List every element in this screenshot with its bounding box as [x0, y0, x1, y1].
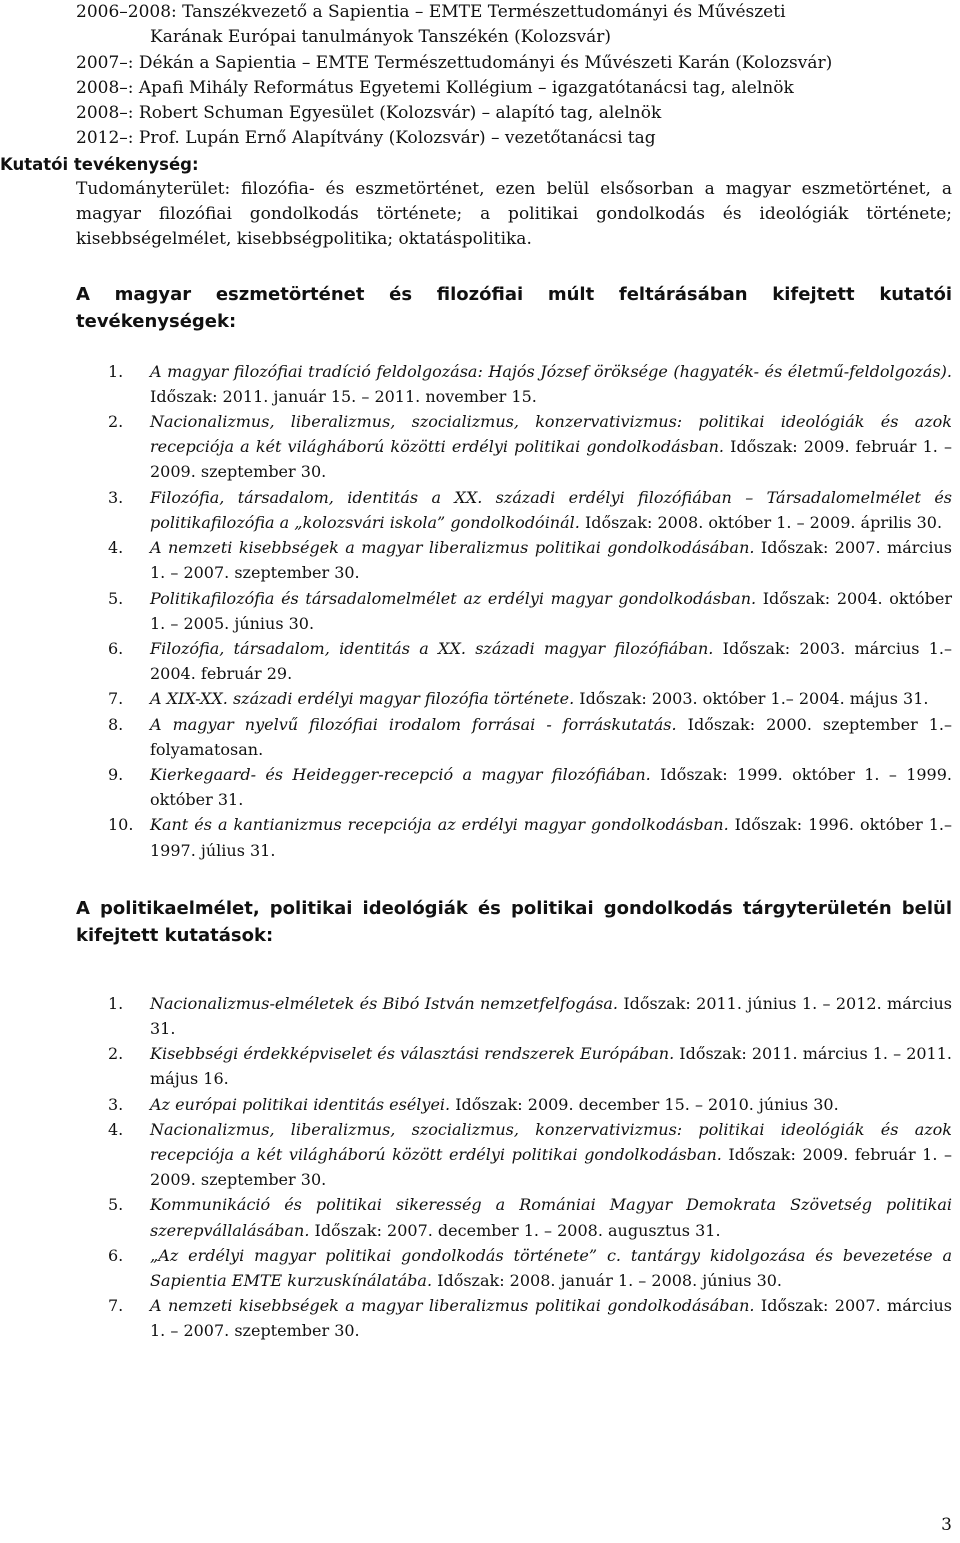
- history-block: [0, 0, 960, 152]
- item-title: A XIX-XX. századi erdélyi magyar filozófia története.: [150, 689, 575, 709]
- history-line: 2008–: Robert Schuman Egyesület (Kolozsvár) – alapító tag, alelnök: [76, 103, 662, 124]
- item-number: 10.: [108, 815, 134, 835]
- item-title: Kommunikáció és politikai sikeresség a Romániai Magyar Demokrata Szövetség politikai szerepvállalásában.: [150, 1195, 952, 1240]
- item-period: Időszak: 2011. március 1. – 2011. május 16.: [150, 1044, 953, 1089]
- item-number: 1.: [108, 361, 124, 381]
- item-period: Időszak: 2011. január 15. – 2011. november 15.: [150, 386, 537, 406]
- item-number: 1.: [108, 993, 124, 1013]
- item-period: Időszak: 2003. október 1.– 2004. május 31.: [574, 689, 929, 709]
- item-period: Időszak: 2011. június 1. – 2012. március 31.: [150, 993, 953, 1038]
- item-number: 2.: [108, 1044, 124, 1064]
- item-title: Az európai politikai identitás esélyei.: [150, 1094, 451, 1114]
- history-line: 2006–2008: Tanszékvezető a Sapientia – EMTE Természettudományi és Művészeti: [76, 2, 786, 22]
- item-number: 3.: [108, 487, 124, 507]
- list-item: [0, 1092, 960, 1117]
- item-period: Időszak: 1999. október 1. – 1999. október 31.: [150, 764, 953, 810]
- history-line: 2008–: Apafi Mihály Református Egyetemi Kollégium – igazgatótanácsi tag, alelnök: [76, 77, 794, 98]
- list-item: [0, 1192, 960, 1242]
- item-number: 8.: [108, 714, 124, 734]
- list-item: [0, 812, 960, 862]
- research-field: Tudományterület: filozófia- és eszmetörténet, ezen belül elsősorban a magyar eszmetörténet, a magyar filozófiai gondolkodás története; a politikai gondolkodás és ideológiák története; kisebbségelmélet, kisebbségpolitika; oktatáspolitika.: [76, 178, 952, 250]
- section1-list: [0, 359, 960, 863]
- item-period: Időszak: 2008. január 1. – 2008. június 30.: [432, 1270, 783, 1290]
- list-item: [0, 586, 960, 636]
- list-item: [0, 712, 960, 762]
- item-number: 7.: [108, 689, 124, 709]
- item-title: Nacionalizmus-elméletek és Bibó István nemzetfelfogása.: [150, 993, 618, 1013]
- list-item: [0, 535, 960, 585]
- item-period: Időszak: 2009. február 1. – 2009. szeptember 30.: [150, 437, 952, 482]
- item-title: A magyar nyelvű filozófiai irodalom forrásai - forráskutatás.: [150, 714, 677, 734]
- item-period: Időszak: 2007. március 1. – 2007. szeptember 30.: [150, 1296, 952, 1341]
- item-title: Kisebbségi érdekképviselet és választási rendszerek Európában.: [150, 1044, 675, 1064]
- item-number: 5.: [108, 1195, 124, 1215]
- list-item: [0, 1117, 960, 1193]
- item-period: Időszak: 2009. december 15. – 2010. június 30.: [450, 1094, 839, 1114]
- item-period: Időszak: 2007. március 1. – 2007. szeptember 30.: [150, 538, 952, 583]
- list-item: [0, 359, 960, 409]
- item-title: „Az erdélyi magyar politikai gondolkodás története” c. tantárgy kidolgozása és bevezetése a Sapientia EMTE kurzuskínálatába.: [150, 1245, 952, 1290]
- item-number: 4.: [108, 1119, 124, 1139]
- page-number: 3: [941, 1515, 952, 1535]
- item-period: Időszak: 2000. szeptember 1.– folyamatosan.: [150, 714, 952, 759]
- research-heading: Kutatói tevékenység:: [0, 154, 199, 174]
- item-period: Időszak: 2003. március 1.– 2004. február 29.: [150, 638, 953, 684]
- item-period: Időszak: 2004. október 1. – 2005. június 30.: [150, 588, 952, 633]
- item-title: Filozófia, társadalom, identitás a XX. századi magyar filozófiában.: [150, 638, 714, 658]
- item-title: A magyar filozófiai tradíció feldolgozása: Hajós József öröksége (hagyaték- és életmű-feldolgozás).: [150, 361, 952, 381]
- item-title: Nacionalizmus, liberalizmus, szocializmus, konzervativizmus: politikai ideológiák és azok recepciója a két világháború között erdélyi politikai gondolkodásban.: [150, 1119, 952, 1164]
- section2-title: A politikaelmélet, politikai ideológiák és politikai gondolkodás tárgyterületén belül kifejtett kutatások:: [76, 897, 952, 946]
- item-number: 5.: [108, 588, 124, 608]
- history-line: 2012–: Prof. Lupán Ernő Alapítvány (Kolozsvár) – vezetőtanácsi tag: [76, 128, 656, 149]
- history-line: 2007–: Dékán a Sapientia – EMTE Természettudományi és Művészeti Karán (Kolozsvár): [76, 52, 833, 73]
- item-period: Időszak: 2008. október 1. – 2009. április 30.: [579, 512, 943, 532]
- item-title: Kierkegaard- és Heidegger-recepció a magyar filozófiában.: [150, 764, 651, 784]
- section2-list: [0, 991, 960, 1344]
- item-period: Időszak: 2009. február 1. – 2009. szeptember 30.: [150, 1144, 953, 1190]
- item-title: Kant és a kantianizmus recepciója az erdélyi magyar gondolkodásban.: [150, 815, 729, 835]
- item-number: 9.: [108, 764, 124, 784]
- item-title: Filozófia, társadalom, identitás a XX. századi erdélyi filozófiában – Társadalomelmélet és politikafilozófia a „kolozsvári iskola” gondolkodóinál.: [150, 487, 952, 532]
- item-number: 6.: [108, 638, 124, 658]
- item-title: Nacionalizmus, liberalizmus, szocializmus, konzervativizmus: politikai ideológiák és azok recepciója a két világháború közötti erdélyi politikai gondolkodásban.: [150, 412, 952, 457]
- list-item: [0, 409, 960, 485]
- list-item: [0, 1041, 960, 1091]
- list-item: [0, 991, 960, 1041]
- list-item: [0, 762, 960, 812]
- item-number: 7.: [108, 1296, 124, 1316]
- list-item: [0, 1243, 960, 1293]
- item-number: 4.: [108, 538, 124, 558]
- list-item: [0, 1293, 960, 1343]
- item-number: 3.: [108, 1094, 124, 1114]
- list-item: [0, 636, 960, 686]
- item-title: A nemzeti kisebbségek a magyar liberalizmus politikai gondolkodásában.: [150, 1296, 755, 1316]
- item-number: 2.: [108, 412, 124, 432]
- item-title: Politikafilozófia és társadalomelmélet az erdélyi magyar gondolkodásban.: [150, 588, 757, 608]
- item-number: 6.: [108, 1245, 124, 1265]
- item-period: Időszak: 2007. december 1. – 2008. augusztus 31.: [309, 1220, 721, 1240]
- item-title: A nemzeti kisebbségek a magyar liberalizmus politikai gondolkodásában.: [150, 538, 755, 558]
- item-period: Időszak: 1996. október 1.– 1997. július 31.: [150, 815, 952, 860]
- list-item: [0, 485, 960, 535]
- list-item: [0, 686, 960, 711]
- section1-title: A magyar eszmetörténet és filozófiai múlt feltárásában kifejtett kutatói tevékenységek:: [76, 283, 952, 332]
- history-line: Karának Európai tanulmányok Tanszékén (Kolozsvár): [150, 27, 612, 48]
